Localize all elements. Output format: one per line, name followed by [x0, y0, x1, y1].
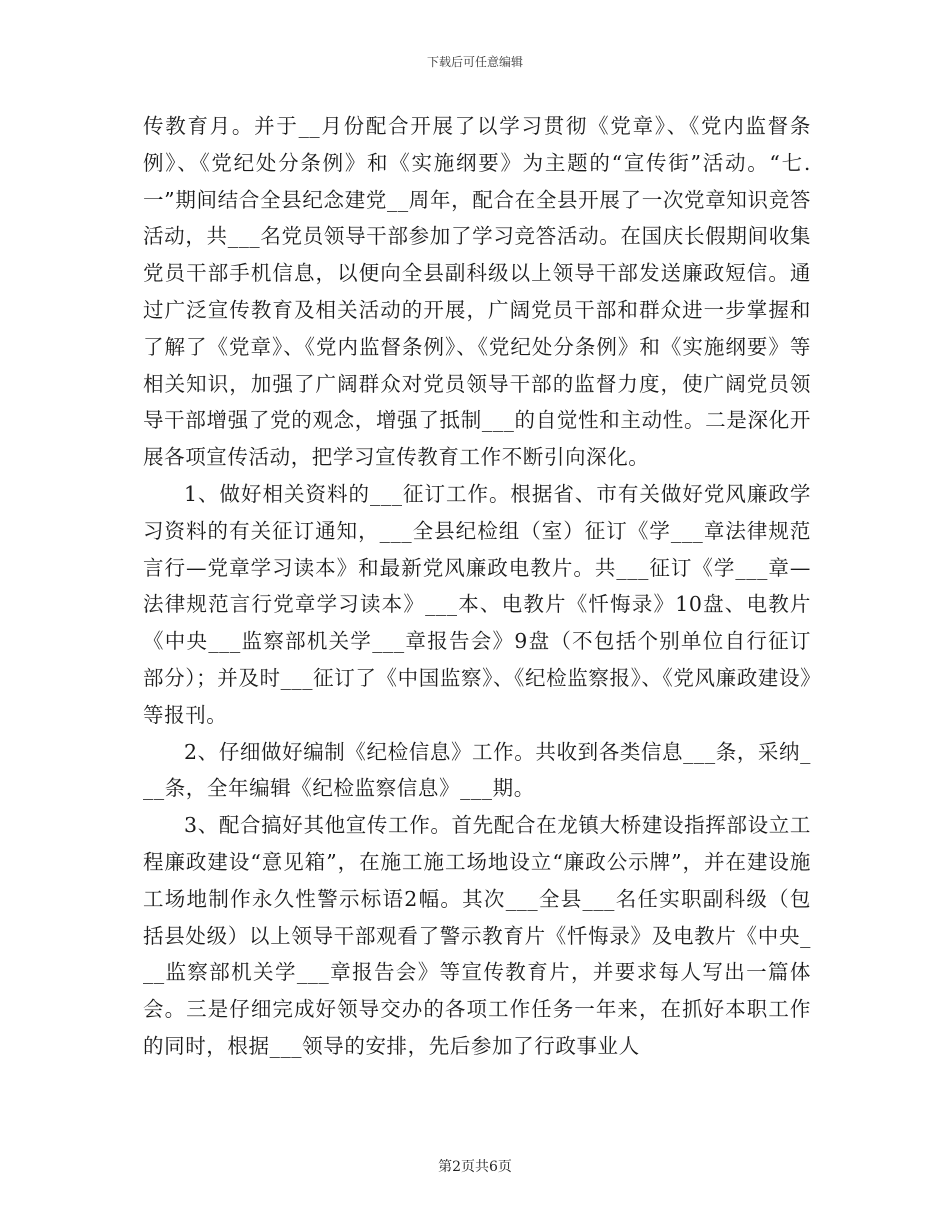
body-paragraph-item-1: 1、做好相关资料的___征订工作。根据省、市有关做好党风廉政学习资料的有关征订通知，___全县纪检组（室）征订《学___章法律规范言行—党章学习读本》和最新党风廉政电教片。共___征订《学___章—法律规范言行党章学习读本》___本、电教片《忏悔录》10盘、电教片《中央___监察部机关学___章报告会》9盘（不包括个别单位自行征订部分）；并及时___征订了《中国监察》、《纪检监察报》、《党风廉政建设》等报刊。: [143, 481, 811, 727]
page-header: 下载后可任意编辑: [426, 55, 523, 69]
body-paragraph-item-2: 2、仔细做好编制《纪检信息》工作。共收到各类信息___条，采纳___条，全年编辑《纪检监察信息》___期。: [143, 739, 811, 801]
body-paragraph-item-3: 3、配合搞好其他宣传工作。首先配合在龙镇大桥建设指挥部设立工程廉政建设“意见箱”，在施工施工场地设立“廉政公示牌”，并在建设施工场地制作永久性警示标语2幅。其次___全县___名任实职副科级（包括县处级）以上领导干部观看了警示教育片《忏悔录》及电教片《中央___监察部机关学___章报告会》等宣传教育片，并要求每人写出一篇体会。三是仔细完成好领导交办的各项工作任务一年来，在抓好本职工作的同时，根据___领导的安排，先后参加了行政事业人: [143, 813, 811, 1058]
page-number-footer: 第2页共6页: [438, 1159, 512, 1175]
body-paragraph-continuation: 传教育月。并于__月份配合开展了以学习贯彻《党章》、《党内监督条例》、《党纪处分条例》和《实施纲要》为主题的“宣传街”活动。“七.一”期间结合全县纪念建党__周年，配合在全县开展了一次党章知识竞答活动，共___名党员领导干部参加了学习竞答活动。在国庆长假期间收集党员干部手机信息，以便向全县副科级以上领导干部发送廉政短信。通过广泛宣传教育及相关活动的开展，广阔党员干部和群众进一步掌握和了解了《党章》、《党内监督条例》、《党纪处分条例》和《实施纲要》等相关知识，加强了广阔群众对党员领导干部的监督力度，使广阔党员领导干部增强了党的观念，增强了抵制___的自觉性和主动性。二是深化开展各项宣传活动，把学习宣传教育工作不断引向深化。: [143, 114, 811, 470]
document-body: [143, 108, 811, 1065]
